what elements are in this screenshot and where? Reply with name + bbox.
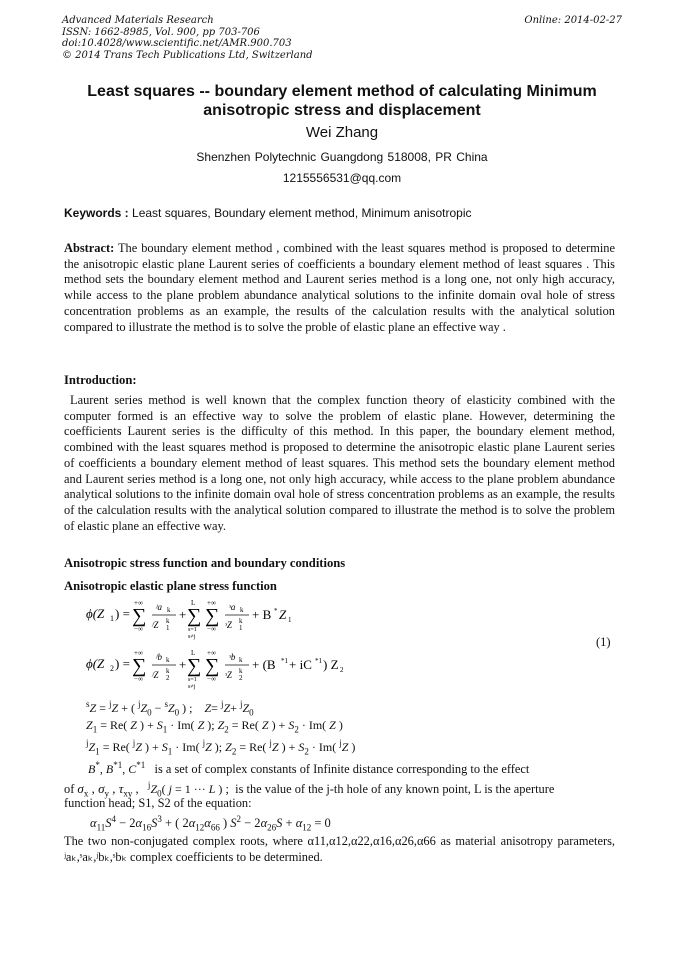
svg-text:*1: *1 (315, 657, 322, 665)
online-date: Online: 2014-02-27 (524, 15, 622, 26)
svg-text:ˢa: ˢa (229, 602, 236, 612)
of-text: of (64, 782, 78, 796)
doi-line: doi:10.4028/www.scientific.net/AMR.900.703 (62, 38, 292, 49)
abstract-text: The boundary element method , combined with the least squares method is proposed to determine the anisotropic elastic plane Laurent series of coefficients a boundary element method of least squares . This method sets the boundary element method and Laurent series method is a long one, not only high accuracy, while access to the plane problem abundance analytical solutions to the infinite domain oval hole of stress concentration problems as an example, the results of the calculation results with the analytical solution compared to illustrate the method is to solve the proble of elastic plane an effective way . (64, 241, 615, 334)
svg-text:−∞: −∞ (134, 675, 143, 683)
introduction-heading: Introduction: (64, 373, 137, 387)
svg-text:Z: Z (279, 607, 287, 622)
svg-text:L: L (191, 649, 196, 657)
constants-line: B*, $B^{*1}$, $C^{*1}$ is a set of complex constants of Infinite distance corresponding to the effect (88, 760, 530, 776)
svg-text:ˢZ: ˢZ (225, 670, 232, 680)
subsection-heading: Anisotropic elastic plane stress function (64, 579, 277, 593)
title-line-2: anisotropic stress and displacement (203, 102, 481, 119)
svg-text:s≠j: s≠j (188, 634, 196, 640)
equation-z1-z2: $Z_1 = Re$( Z ) + $S_1 \cdot Im$( Z ); $Z_2 = Re$( Z ) + $S_2 \cdot Im$( Z ) (86, 718, 343, 735)
equation-jz1-jz2: $^jZ_1 = Re$( $^j$Z ) + $S_1 \cdot Im$( $^j$Z ); $Z_2 = Re$( $^j$Z ) + $S_2 \cdot Im$( $^j$Z ) (86, 738, 356, 757)
svg-text:s≠j: s≠j (188, 684, 196, 690)
svg-text:2: 2 (110, 664, 114, 673)
roots-paragraph: The two non-conjugated complex roots, where α11,α12,α22,α16,α26,α66 as material anisotropy parameters, ʲaₖ,ˢaₖ,ʲbₖ,ˢbₖ complex coefficients to be determined. (64, 834, 615, 864)
abstract-label: Abstract: (64, 241, 115, 255)
svg-text:ʲZ: ʲZ (152, 620, 159, 630)
svg-text:1: 1 (239, 624, 243, 632)
svg-text:−∞: −∞ (134, 625, 143, 633)
constants-text: is a set of complex constants of Infinite distance corresponding to the effect (151, 762, 530, 776)
abstract (64, 241, 615, 335)
svg-text:k: k (166, 617, 170, 625)
svg-text:k: k (166, 667, 170, 675)
svg-text:∑: ∑ (132, 655, 147, 677)
svg-text:+ (B: + (B (252, 657, 276, 672)
function-head-line: function head; S1, S2 of the equation: (64, 796, 252, 810)
svg-text:+∞: +∞ (207, 599, 216, 607)
svg-text:s=1: s=1 (188, 627, 197, 633)
svg-text:∑: ∑ (132, 605, 147, 627)
author-email: 1215556531@qq.com (282, 171, 402, 185)
svg-text:k: k (166, 656, 170, 664)
svg-text:1: 1 (166, 624, 170, 632)
svg-text:2: 2 (340, 666, 344, 674)
svg-text:ϕ(Z: ϕ(Z (86, 656, 105, 671)
svg-text:+: + (179, 657, 187, 672)
keywords-label: Keywords : (64, 206, 129, 220)
equation-z-relation: $^s$Z = $^j$Z + ( $^jZ_0 - ^sZ_0$ ) ; $Z= ^jZ+ ^jZ_0$ (86, 699, 254, 718)
svg-text:1: 1 (288, 616, 292, 624)
svg-text:) =: ) = (115, 656, 130, 671)
svg-text:ˢb: ˢb (229, 652, 236, 662)
svg-text:+∞: +∞ (207, 649, 216, 657)
svg-text:+: + (179, 607, 187, 622)
equation-block (84, 596, 414, 700)
svg-text:2: 2 (166, 674, 170, 682)
svg-text:ϕ(Z: ϕ(Z (86, 606, 105, 621)
introduction-text: Laurent series method is well known that the complex function theory of elasticity combined with the computer formed is an effective way to solve the problem of elastic plane. However, determining the coefficients Laurent series is the difficulty of this method. In this paper, the boundary element method, combined with the least squares method is proposed to determine the anisotropic elastic plane Laurent series of coefficients a boundary element method of least squares. This method sets the boundary element method and Laurent series method is a long one, not only high accuracy, while access to the plane problem abundance analytical solutions to the infinite domain oval hole of stress concentration problems as an example, the results of the calculation results with the analytical solution compared to illustrate the method is to solve the problem of elastic plane an effective way. (64, 393, 615, 533)
svg-text:ʲZ: ʲZ (152, 670, 159, 680)
keywords (64, 206, 624, 220)
svg-text:∑: ∑ (187, 605, 202, 627)
svg-text:s=1: s=1 (188, 677, 197, 683)
equation-number: (1) (596, 635, 611, 649)
svg-text:) =: ) = (115, 606, 130, 621)
svg-text:k: k (167, 606, 171, 614)
svg-text:+∞: +∞ (134, 599, 143, 607)
paper-title (62, 82, 622, 120)
svg-text:k: k (239, 667, 243, 675)
svg-text:) Z: ) Z (323, 657, 339, 672)
svg-text:+ iC: + iC (289, 657, 312, 672)
svg-text:ʲa: ʲa (156, 602, 162, 612)
keywords-text: Least squares, Boundary element method, Minimum anisotropic (128, 206, 472, 220)
svg-text:L: L (191, 599, 196, 607)
svg-text:+ B: + B (252, 607, 272, 622)
svg-text:∑: ∑ (187, 655, 202, 677)
journal-name: Advanced Materials Research (62, 15, 214, 26)
svg-text:∑: ∑ (205, 655, 220, 677)
characteristic-equation: $\alpha_{11}S^4 - 2\alpha_{16}S^3$ + ( $2\alpha_{12}\alpha_{66}$ ) $S^2 - 2\alpha_{26}S + \alpha_{12} = 0$ (90, 814, 331, 833)
svg-text:*: * (274, 607, 278, 615)
svg-text:ˢZ: ˢZ (225, 620, 232, 630)
author-name: Wei Zhang (305, 124, 379, 141)
value-text: is the value of the j-th hole of any known point, L is the aperture (235, 782, 555, 796)
svg-text:k: k (239, 617, 243, 625)
copyright-line: © 2014 Trans Tech Publications Ltd, Switzerland (62, 49, 313, 61)
svg-text:k: k (240, 606, 244, 614)
svg-text:∑: ∑ (205, 605, 220, 627)
svg-text:1: 1 (110, 614, 114, 623)
svg-text:−∞: −∞ (207, 675, 216, 683)
title-line-1: Least squares -- boundary element method of calculating Minimum (87, 83, 597, 100)
svg-text:k: k (239, 656, 243, 664)
issn-line: ISSN: 1662-8985, Vol. 900, pp 703-706 (62, 26, 260, 38)
svg-text:ʲb: ʲb (156, 652, 162, 662)
svg-text:2: 2 (239, 674, 243, 682)
svg-text:*1: *1 (281, 657, 288, 665)
stress-components-line: of $\sigma_x$ , $\sigma_y$ , $\tau_{xy}$ , $^jZ_0$( j = 1 ··· L ) ; is the value of the j-th hole of any known point, L is the aperture (64, 780, 555, 799)
author-affiliation: Shenzhen Polytechnic Guangdong 518008, PR China (196, 150, 488, 164)
svg-text:−∞: −∞ (207, 625, 216, 633)
svg-text:+∞: +∞ (134, 649, 143, 657)
section-heading: Anisotropic stress function and boundary conditions (64, 556, 346, 570)
journal-header (62, 15, 622, 61)
